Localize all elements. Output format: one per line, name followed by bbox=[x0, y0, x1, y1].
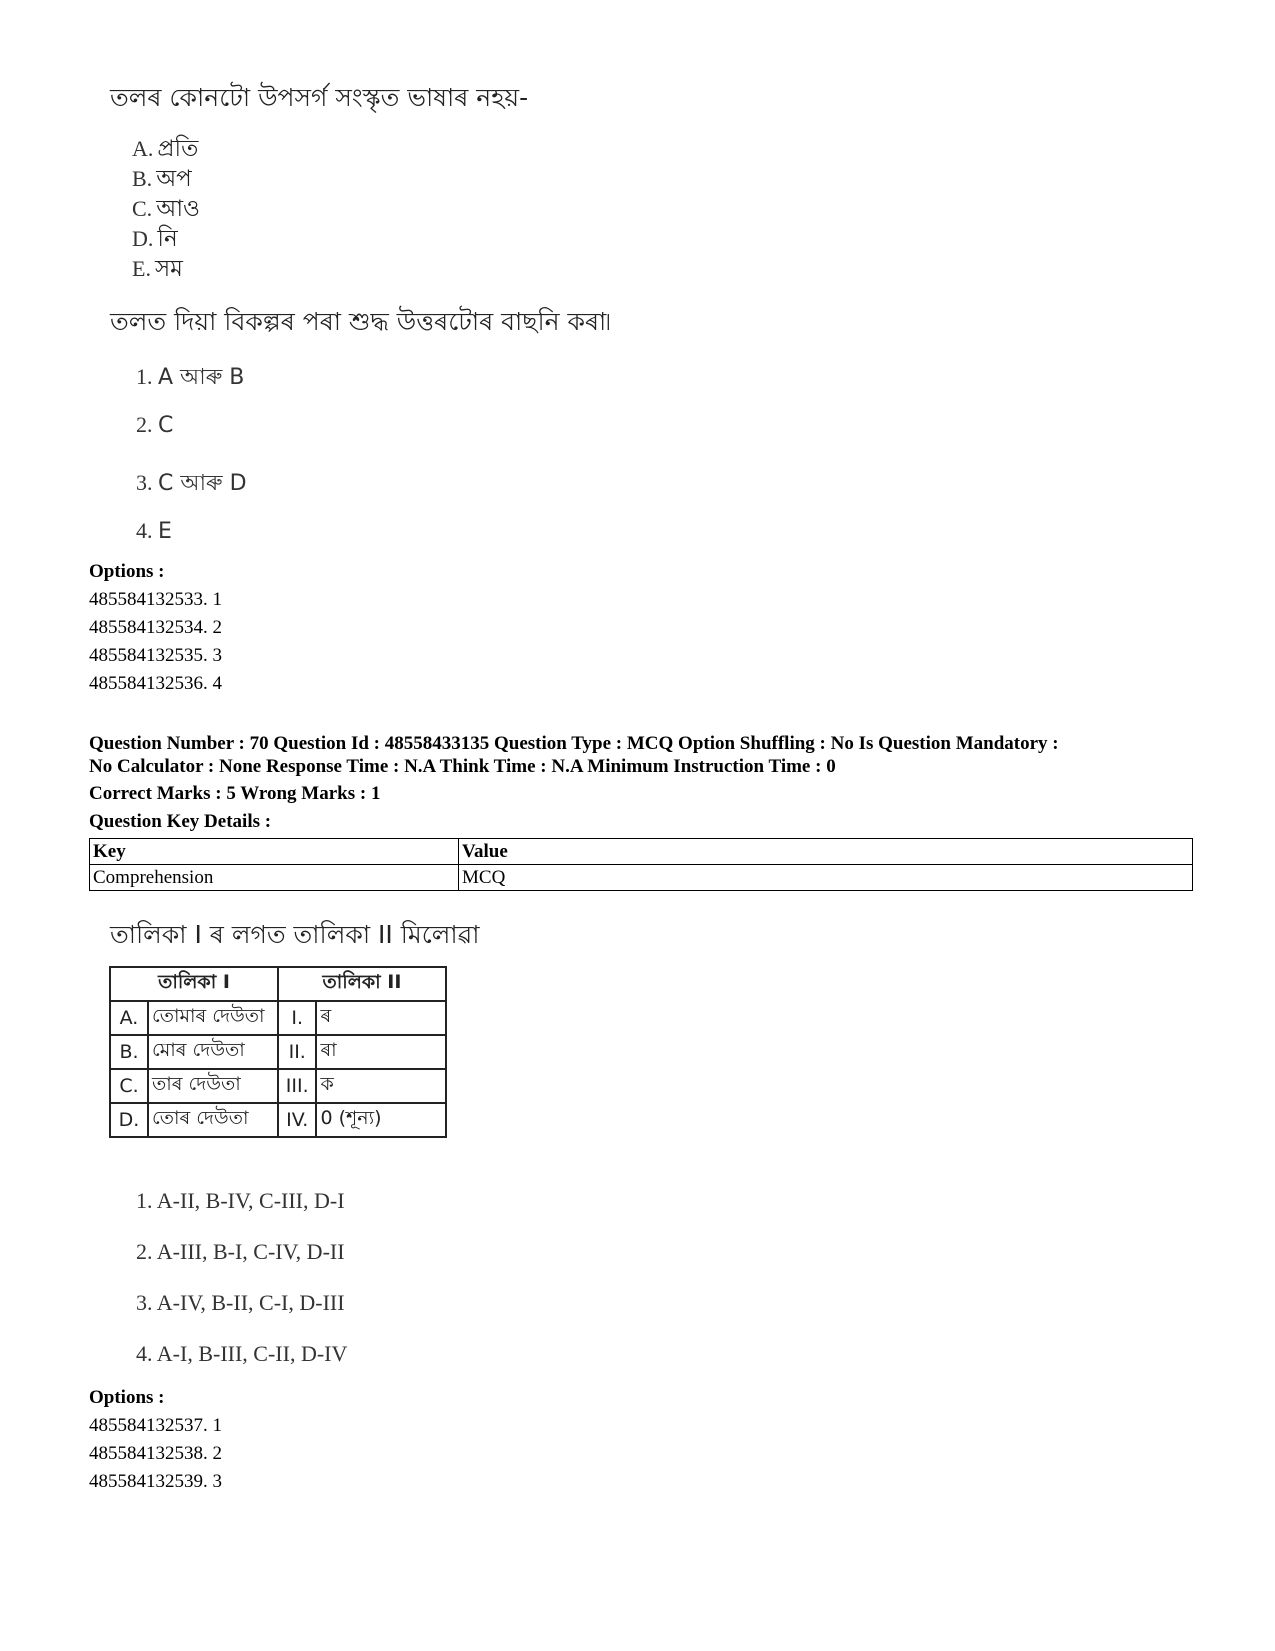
list-item: 485584132536. 4 bbox=[89, 673, 222, 694]
q70-options-list bbox=[89, 1412, 222, 1496]
list-item: D. নি bbox=[132, 226, 178, 252]
q70-meta-line1: Question Number : 70 Question Id : 48558433135 Question Type : MCQ Option Shuffling : No Is Question Mandatory : bbox=[89, 733, 1059, 754]
list-item: 485584132534. 2 bbox=[89, 617, 222, 638]
q70-choice-3: 3. A-IV, B-II, C-I, D-III bbox=[136, 1290, 345, 1315]
q70-options-label: Options : bbox=[89, 1387, 165, 1408]
q70-marks: Correct Marks : 5 Wrong Marks : 1 bbox=[89, 783, 381, 804]
q70-choice-4: 4. A-I, B-III, C-II, D-IV bbox=[136, 1341, 348, 1366]
q69-choice-3: 3. C আৰু D bbox=[136, 470, 247, 496]
list-item: 485584132539. 3 bbox=[89, 1471, 222, 1492]
table-row: B. মোৰ দেউতা II. ৰা bbox=[110, 1035, 446, 1069]
table-row: D. তোৰ দেউতা IV. 0 (শূন্য) bbox=[110, 1103, 446, 1137]
table-row bbox=[90, 839, 1193, 865]
q70-key-details-label: Question Key Details : bbox=[89, 811, 272, 832]
q69-options-list bbox=[89, 586, 222, 698]
q69-item-list bbox=[132, 130, 200, 280]
q70-choice-1: 1. A-II, B-IV, C-III, D-I bbox=[136, 1188, 345, 1213]
list-item: 485584132533. 1 bbox=[89, 589, 222, 610]
key-cell: Comprehension bbox=[90, 865, 459, 891]
table-row: A. তোমাৰ দেউতা I. ৰ bbox=[110, 1001, 446, 1035]
q70-stem: তালিকা I ৰ লগত তালিকা II মিলোৱা bbox=[110, 920, 480, 949]
list-item: 485584132537. 1 bbox=[89, 1415, 222, 1436]
list-item: C. আও bbox=[132, 196, 200, 222]
list-item: 485584132538. 2 bbox=[89, 1443, 222, 1464]
table-row bbox=[90, 865, 1193, 891]
q69-choice-2: 2. C bbox=[136, 412, 174, 438]
list-item: 485584132535. 3 bbox=[89, 645, 222, 666]
q69-options-label: Options : bbox=[89, 561, 165, 582]
list-item: B. অপ bbox=[132, 166, 192, 192]
key-header: Key bbox=[90, 839, 459, 865]
q69-choice-4: 4. E bbox=[136, 518, 172, 544]
table-row: C. তাৰ দেউতা III. ক bbox=[110, 1069, 446, 1103]
q70-choice-2: 2. A-III, B-I, C-IV, D-II bbox=[136, 1239, 345, 1264]
table-row bbox=[110, 967, 446, 1001]
list-1-header: তালিকা I bbox=[110, 967, 278, 1001]
list-item: A. প্ৰতি bbox=[132, 136, 199, 162]
q70-match-table bbox=[109, 966, 447, 1138]
value-header: Value bbox=[459, 839, 1193, 865]
q69-choice-1: 1. A আৰু B bbox=[136, 364, 245, 390]
list-item: E. সম bbox=[132, 256, 183, 282]
q70-key-table bbox=[89, 838, 1193, 891]
q69-stem: তলৰ কোনটো উপসৰ্গ সংস্কৃত ভাষাৰ নহয়- bbox=[110, 83, 529, 112]
list-2-header: তালিকা II bbox=[278, 967, 446, 1001]
q70-meta-line2: No Calculator : None Response Time : N.A Think Time : N.A Minimum Instruction Time : 0 bbox=[89, 756, 836, 777]
value-cell: MCQ bbox=[459, 865, 1193, 891]
q69-instruction: তলত দিয়া বিকল্পৰ পৰা শুদ্ধ উত্তৰটোৰ বাছনি কৰা৷ bbox=[110, 307, 611, 336]
